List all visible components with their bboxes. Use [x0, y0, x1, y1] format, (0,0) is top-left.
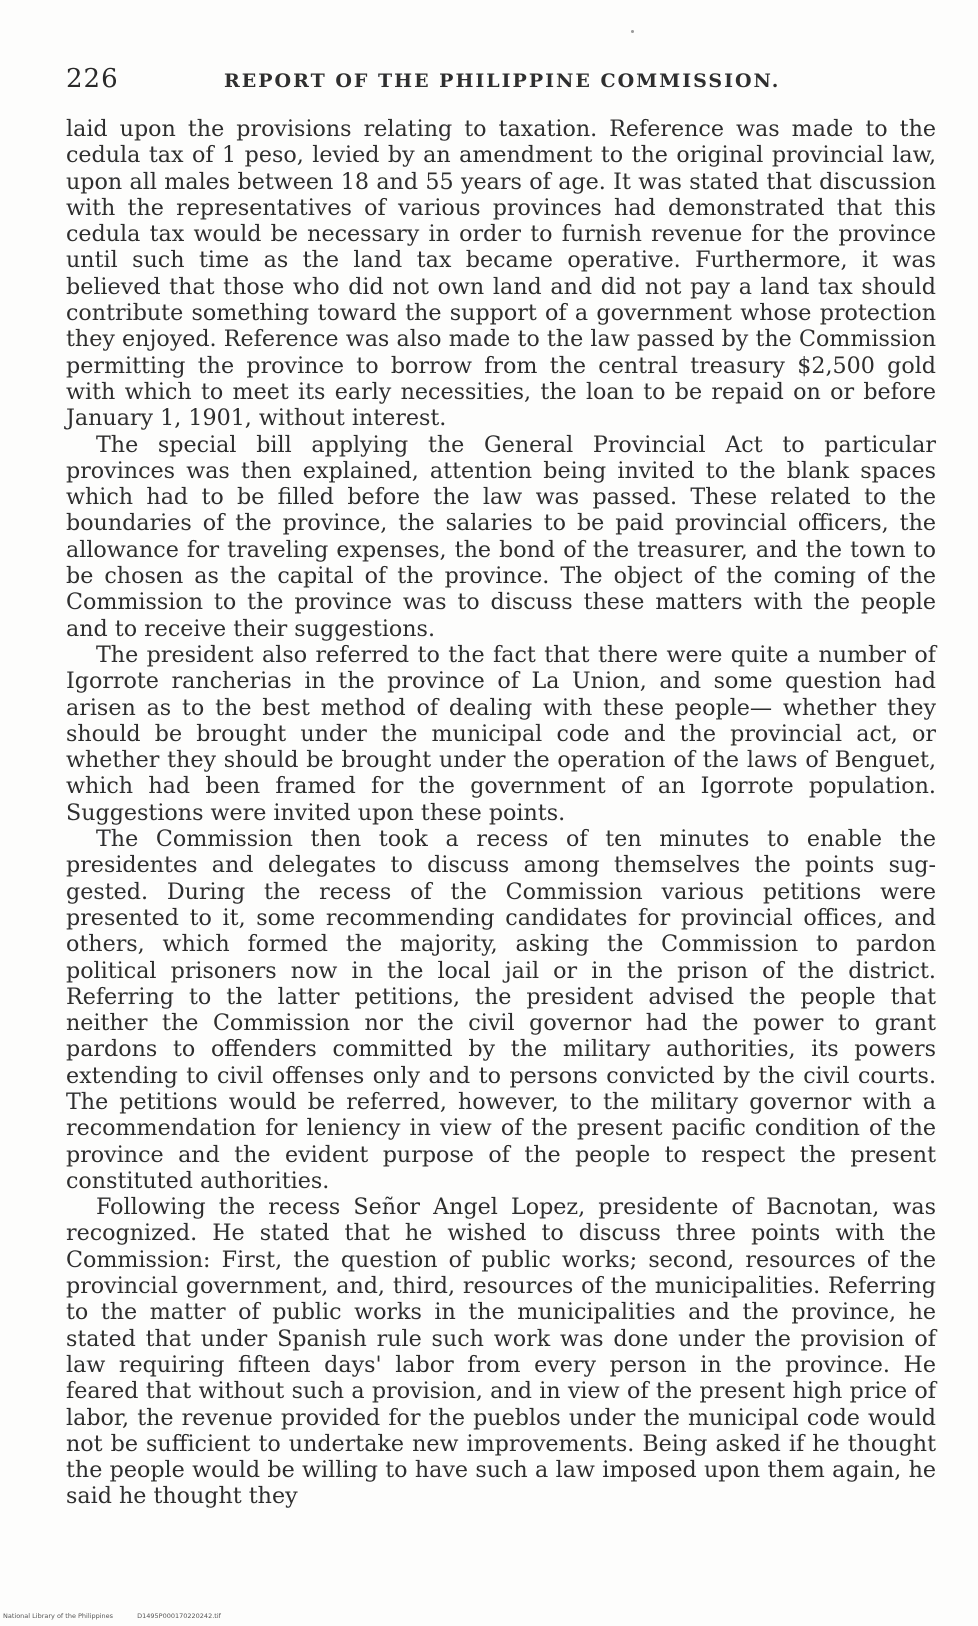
footer-library: National Library of the Philippines: [3, 1612, 114, 1620]
paragraph-igorrote-rancherias: The president also referred to the fact that there were quite a number of Igorrote rancherias in the province of La Union, and some question had arisen as to the best method of dealing with these people— whether they should be brought under the municipal code and the provincial act, or whether they should be brought under the operation of the laws of Benguet, which had been framed for the government of an Igorrote population. Suggestions were invited upon these points.: [66, 641, 936, 826]
paragraph-angel-lopez: Following the recess Señor Angel Lopez, presidente of Bacnotan, was recognized. He stated that he wished to discuss three points with the Commission: First, the question of public works; second, resources of the provincial government, and, third, resources of the municipalities. Referring to the matter of public works in the municipalities and the province, he stated that under Spanish rule such work was done under the provision of law requiring fifteen days' labor from every person in the province. He feared that without such a provision, and in view of the present high price of labor, the revenue provided for the pueblos under the municipal code would not be sufficient to undertake new improvements. Being asked if he thought the people would be willing to have such a law imposed upon them again, he said he thought they: [66, 1194, 936, 1510]
scan-footer: [3, 1612, 243, 1620]
running-head: REPORT OF THE PHILIPPINE COMMISSION.: [224, 70, 781, 92]
scan-speck: [631, 30, 634, 33]
paragraph-taxation: laid upon the provisions relating to taxation. Reference was made to the cedula tax of 1 peso, levied by an amendment to the original provincial law, upon all males between 18 and 55 years of age. It was stated that discussion with the representatives of various provinces had demonstrated that this cedula tax would be necessary in order to furnish revenue for the province until such time as the land tax became operative. Furthermore, it was believed that those who did not own land and did not pay a land tax should contribute something toward the support of a government whose protection they enjoyed. Reference was also made to the law passed by the Commission permitting the province to borrow from the central treasury $2,500 gold with which to meet its early necessities, the loan to be repaid on or before January 1, 1901, without interest.: [66, 116, 936, 432]
page-header: [66, 64, 936, 98]
paragraph-recess-petitions: The Commission then took a recess of ten minutes to enable the presidentes and delegates to discuss among themselves the points suggested. During the recess of the Commission various petitions were presented to it, some recommending candidates for provincial offices, and others, which formed the majority, asking the Commission to pardon political prisoners now in the local jail or in the prison of the district. Referring to the latter petitions, the president advised the people that neither the Commission nor the civil governor had the power to grant pardons to offenders committed by the military authorities, its powers extending to civil offenses only and to persons convicted by the civil courts. The petitions would be referred, however, to the military governor with a recommendation for leniency in view of the present pacific condition of the province and the evident purpose of the people to respect the present constituted authorities.: [66, 826, 936, 1194]
footer-identifier: D1495P000170220242.tif: [137, 1612, 221, 1620]
paragraph-special-bill: The special bill applying the General Provincial Act to particular provinces was then explained, attention being invited to the blank spaces which had to be filled before the law was passed. These related to the boundaries of the province, the salaries to be paid provincial officers, the allowance for traveling expenses, the bond of the treasurer, and the town to be chosen as the capital of the province. The object of the coming of the Commission to the province was to discuss these matters with the people and to receive their suggestions.: [66, 431, 936, 642]
page-number: 226: [66, 64, 119, 94]
body-text: [66, 116, 936, 1510]
